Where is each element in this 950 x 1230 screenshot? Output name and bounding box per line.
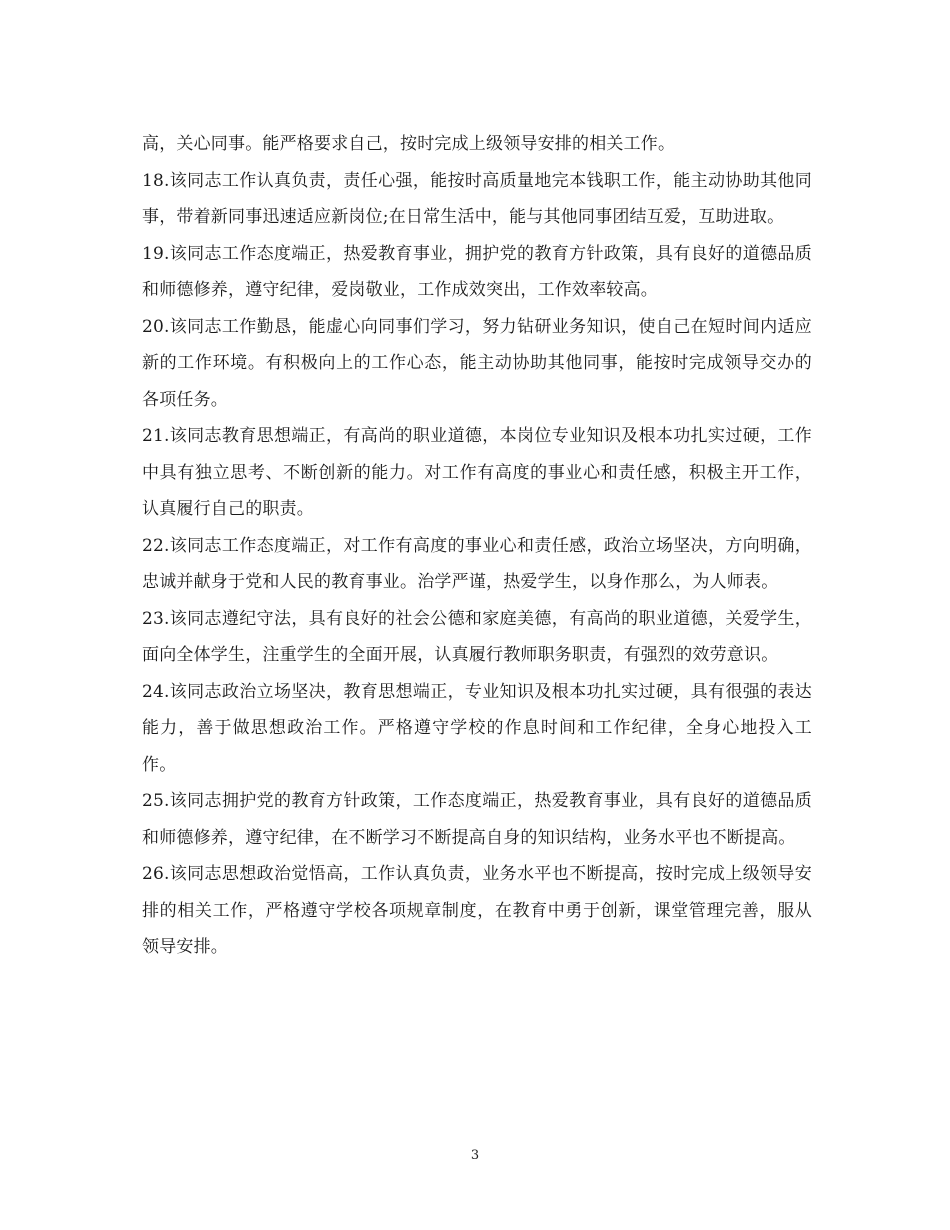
document-body (142, 126, 812, 966)
paragraph-item-18: 18.该同志工作认真负责，责任心强，能按时高质量地完本钱职工作，能主动协助其他同事，带着新同事迅速适应新岗位;在日常生活中，能与其他同事团结互爱，互助进取。 (142, 170, 812, 227)
paragraph-item-22: 22.该同志工作态度端正，对工作有高度的事业心和责任感，政治立场坚决，方向明确，忠诚并献身于党和人民的教育事业。治学严谨，热爱学生，以身作那么，为人师表。 (142, 535, 812, 592)
paragraph-continuation: 高，关心同事。能严格要求自己，按时完成上级领导安排的相关工作。 (142, 134, 676, 154)
paragraph-item-23: 23.该同志遵纪守法，具有良好的社会公德和家庭美德，有高尚的职业道德，关爱学生，面向全体学生，注重学生的全面开展，认真履行教师职务职责，有强烈的效劳意识。 (142, 608, 812, 665)
paragraph-item-21: 21.该同志教育思想端正，有高尚的职业道德，本岗位专业知识及根本功扎实过硬，工作中具有独立思考、不断创新的能力。对工作有高度的事业心和责任感，积极主开工作，认真履行自己的职责。 (142, 426, 812, 519)
paragraph-item-19: 19.该同志工作态度端正，热爱教育事业，拥护党的教育方针政策，具有良好的道德品质和师德修养，遵守纪律，爱岗敬业，工作成效突出，工作效率较高。 (142, 243, 812, 300)
paragraph-item-20: 20.该同志工作勤恳，能虚心向同事们学习，努力钻研业务知识，使自己在短时间内适应新的工作环境。有积极向上的工作心态，能主动协助其他同事，能按时完成领导交办的各项任务。 (142, 316, 812, 410)
paragraph-item-25: 25.该同志拥护党的教育方针政策，工作态度端正，热爱教育事业，具有良好的道德品质和师德修养，遵守纪律，在不断学习不断提高自身的知识结构，业务水平也不断提高。 (142, 791, 812, 848)
paragraph-item-26: 26.该同志思想政治觉悟高，工作认真负责，业务水平也不断提高，按时完成上级领导安排的相关工作，严格遵守学校各项规章制度，在教育中勇于创新，课堂管理完善，服从领导安排。 (142, 864, 812, 957)
page-number: 3 (470, 1148, 480, 1163)
paragraph-item-24: 24.该同志政治立场坚决，教育思想端正，专业知识及根本功扎实过硬，具有很强的表达能力，善于做思想政治工作。严格遵守学校的作息时间和工作纪律，全身心地投入工作。 (142, 681, 812, 775)
